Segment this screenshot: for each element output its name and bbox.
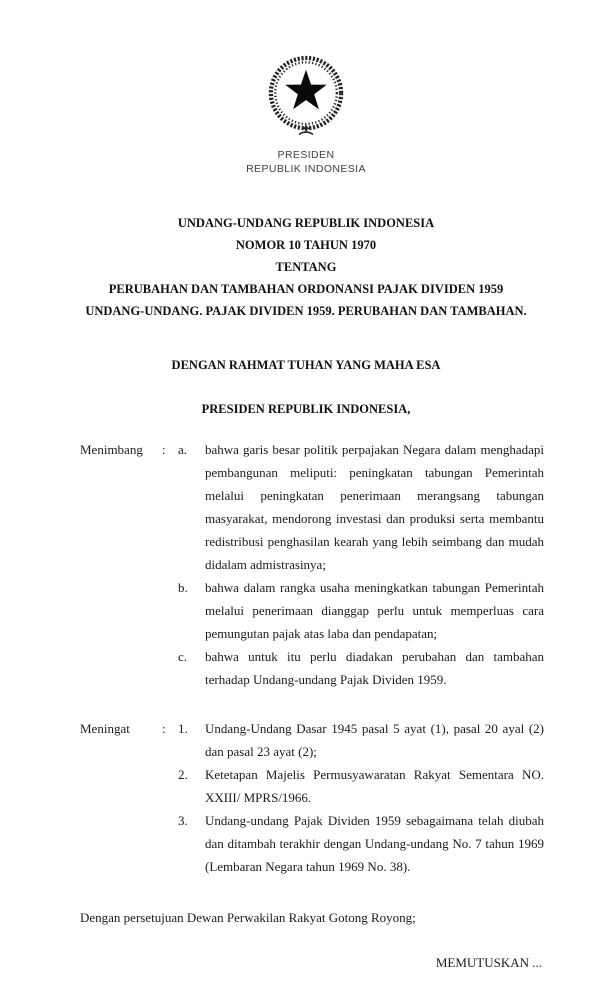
wreath-ribbon <box>299 132 313 134</box>
title-line-2: NOMOR 10 TAHUN 1970 <box>235 238 377 252</box>
recalling-colon: : <box>162 721 166 736</box>
title-line-1: UNDANG-UNDANG REPUBLIK INDONESIA <box>177 216 435 230</box>
clause-text: bahwa untuk itu perlu diadakan perubahan dan tambahan terhadap Undang-undang Pajak Dividen 1959. <box>205 649 544 687</box>
clause-text: Ketetapan Majelis Permusyawaratan Rakyat Sementara NO. XXIII/ MPRS/1966. <box>205 767 544 805</box>
title-block <box>0 212 612 322</box>
decision-catchword: MEMUTUSKAN ... <box>435 955 542 970</box>
letterhead-republik-indonesia: REPUBLIK INDONESIA <box>246 163 366 175</box>
clause-text: Undang-Undang Dasar 1945 pasal 5 ayat (1), pasal 20 ayal (2) dan pasal 23 ayat (2); <box>205 721 544 759</box>
title-line-5: UNDANG-UNDANG. PAJAK DIVIDEN 1959. PERUBAHAN DAN TAMBAHAN. <box>85 304 527 318</box>
presidential-star-wreath-emblem <box>267 54 345 140</box>
recalling-section <box>0 717 612 878</box>
considering-label: Menimbang <box>80 442 143 457</box>
considering-section <box>0 438 612 691</box>
clause-marker: b. <box>178 580 188 595</box>
clause-marker: 1. <box>178 721 188 736</box>
clause-text: bahwa garis besar politik perpajakan Negara dalam menghadapi pembangunan meliputi: peningkatan tabungan Pemerintah melalui peningkatan penerimaan merangsang tabungan masyarakat, mendorong investasi dan produksi serta membantu redistribusi penghasilan kearah yang lebih seimbang dan mudah didalam admistrasinya; <box>205 442 544 572</box>
title-line-4: PERUBAHAN DAN TAMBAHAN ORDONANSI PAJAK DIVIDEN 1959 <box>108 282 504 296</box>
clause-marker: 3. <box>178 813 188 828</box>
considering-colon: : <box>162 442 166 457</box>
clause-marker: a. <box>178 442 188 457</box>
title-line-3: TENTANG <box>275 260 337 274</box>
letterhead-presiden: PRESIDEN <box>277 149 335 161</box>
clause-marker: 2. <box>178 767 188 782</box>
clause-text: bahwa dalam rangka usaha meningkatkan tabungan Pemerintah melalui penerimaan dianggap perlu untuk memperluas cara pemungutan pajak atas laba dan pendapatan; <box>205 580 544 641</box>
star-icon <box>285 70 326 110</box>
approval-line: Dengan persetujuan Dewan Perwakilan Rakyat Gotong Royong; <box>80 910 416 925</box>
letterhead <box>0 0 612 176</box>
clause-text: Undang-undang Pajak Dividen 1959 sebagaimana telah diubah dan ditambah terakhir dengan Undang-undang No. 7 tahun 1969 (Lembaran Negara tahun 1969 No. 38). <box>205 813 544 874</box>
recalling-label: Meningat <box>80 721 130 736</box>
motto-line: DENGAN RAHMAT TUHAN YANG MAHA ESA <box>171 358 441 372</box>
issuer-line: PRESIDEN REPUBLIK INDONESIA, <box>201 402 411 416</box>
clause-marker: c. <box>178 649 188 664</box>
